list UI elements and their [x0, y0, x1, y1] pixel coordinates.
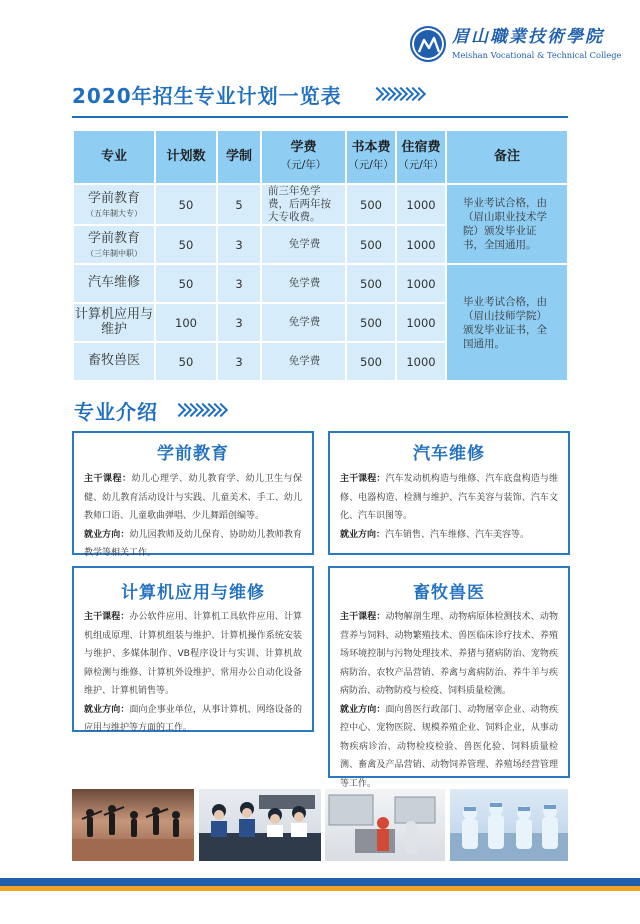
note-cell: 毕业考试合格，由（眉山技师学院）颁发毕业证书，全国通用。 — [446, 264, 568, 381]
footer-stripe-blue — [0, 878, 640, 886]
col-plan: 计划数 — [155, 130, 217, 184]
career-label: 就业方向： — [84, 704, 130, 715]
card-title: 畜牧兽医 — [413, 583, 485, 603]
school-name-en: Meishan Vocational & Technical College — [452, 49, 622, 60]
books-cell: 500 — [346, 225, 396, 264]
plan-table — [72, 129, 569, 382]
table-row — [73, 184, 568, 225]
career-label: 就业方向： — [340, 704, 386, 715]
chevrons-icon — [174, 401, 222, 419]
career-text: 汽车销售、汽车维修、汽车美容等。 — [385, 529, 530, 540]
chevrons-icon — [372, 85, 420, 103]
years-cell: 3 — [217, 303, 261, 342]
tuition-cell: 免学费 — [261, 264, 346, 303]
card-body — [330, 470, 568, 544]
core-label: 主干课程： — [84, 474, 132, 484]
tuition-cell: 前三年免学费，后两年按大专收费。 — [261, 184, 346, 225]
plan-cell: 50 — [155, 342, 217, 381]
intro-title: 专业介绍 — [74, 400, 158, 424]
core-label: 主干课程： — [340, 612, 386, 622]
core-text: 动物解剖生理、动物病原体检测技术、动物营养与饲料、动物繁殖技术、兽医临床诊疗技术、养殖场环境控制与污物处理技术、养猪与猪病防治、宠物疾病防治、农牧产品营销、养禽与禽病防治、养牛羊与疾病防治、动物防疫与检疫、饲料质量检测。 — [340, 612, 558, 696]
career-label: 就业方向： — [84, 529, 130, 540]
photo-vet-lab — [450, 789, 568, 861]
core-text: 幼儿心理学、幼儿教育学、幼儿卫生与保健、幼儿教育活动设计与实践、儿童美术、手工、幼儿教师口语、儿童歌曲弹唱、少儿舞蹈创编等。 — [84, 474, 302, 521]
dorm-cell: 1000 — [396, 303, 446, 342]
card-title: 学前教育 — [157, 444, 229, 464]
major-cell: 畜牧兽医 — [73, 342, 155, 381]
col-tuition: 学费 （元/年） — [261, 130, 346, 184]
books-cell: 500 — [346, 184, 396, 225]
note-cell: 毕业考试合格，由（眉山职业技术学院）颁发毕业证书，全国通用。 — [446, 184, 568, 264]
photo-computer-lab — [199, 789, 321, 861]
card-veterinary — [328, 566, 570, 789]
core-text: 办公软件应用、计算机工具软件应用、计算机组成原理、计算机组装与维护、计算机操作系统安装与维护、多媒体制作、VB程序设计与实训、计算机故障检测与维修、计算机外设维护、常用办公自动化设备维护、计算机销售等。 — [84, 612, 302, 696]
core-label: 主干课程： — [340, 474, 386, 484]
col-dorm: 住宿费 （元/年） — [396, 130, 446, 184]
table-row — [73, 264, 568, 303]
school-seal-icon — [410, 26, 446, 62]
plan-cell: 50 — [155, 225, 217, 264]
years-cell: 3 — [217, 225, 261, 264]
card-auto-repair — [328, 431, 570, 555]
card-title: 计算机应用与维修 — [121, 583, 265, 603]
years-cell: 3 — [217, 264, 261, 303]
core-text: 汽车发动机构造与维修、汽车底盘构造与维修、电器构造、检测与维护、汽车美容与装饰、汽车文化、汽车识图等。 — [340, 474, 558, 521]
photo-auto-workshop — [325, 789, 445, 861]
major-cell: 计算机应用与维护 — [73, 303, 155, 342]
plan-cell: 50 — [155, 264, 217, 303]
years-cell: 3 — [217, 342, 261, 381]
books-cell: 500 — [346, 303, 396, 342]
school-logo — [410, 22, 632, 66]
col-books: 书本费 （元/年） — [346, 130, 396, 184]
photo-dance-class — [72, 789, 194, 861]
major-cell: 学前教育 （五年制大专） — [73, 184, 155, 225]
major-cell: 学前教育 （三年制中职） — [73, 225, 155, 264]
years-cell: 5 — [217, 184, 261, 225]
tuition-cell: 免学费 — [261, 303, 346, 342]
col-years: 学制 — [217, 130, 261, 184]
plan-title: 2020年招生专业计划一览表 — [72, 84, 342, 108]
major-cell: 汽车维修 — [73, 264, 155, 303]
col-note: 备注 — [446, 130, 568, 184]
card-computer — [72, 566, 314, 732]
books-cell: 500 — [346, 342, 396, 381]
school-name-cn: 眉山職業技術學院 — [452, 26, 604, 47]
footer-stripe-orange — [0, 886, 640, 891]
table-header-row — [73, 130, 568, 184]
title-rule — [72, 116, 568, 118]
career-text: 面向兽医行政部门、动物屠宰企业、动物疾控中心、宠物医院、规模养殖企业、饲料企业，从事动物疾病诊治、动物检疫检验、兽医化验、饲料质量检测、畜禽及产品营销、动物饲养管理、养殖场经营管理等工作。 — [340, 704, 558, 789]
dorm-cell: 1000 — [396, 225, 446, 264]
dorm-cell: 1000 — [396, 264, 446, 303]
plan-cell: 100 — [155, 303, 217, 342]
card-title: 汽车维修 — [413, 444, 485, 464]
card-body — [330, 608, 568, 793]
col-major: 专业 — [73, 130, 155, 184]
books-cell: 500 — [346, 264, 396, 303]
plan-cell: 50 — [155, 184, 217, 225]
career-text: 面向企事业单位，从事计算机、网络设备的应用与维护等方面的工作。 — [84, 704, 302, 733]
dorm-cell: 1000 — [396, 342, 446, 381]
career-text: 幼儿园教师及幼儿保育、协助幼儿教师教育教学等相关工作。 — [84, 529, 302, 558]
tuition-cell: 免学费 — [261, 342, 346, 381]
dorm-cell: 1000 — [396, 184, 446, 225]
card-body — [74, 470, 312, 563]
tuition-cell: 免学费 — [261, 225, 346, 264]
card-preschool — [72, 431, 314, 558]
career-label: 就业方向： — [340, 529, 386, 540]
card-body — [74, 608, 312, 738]
core-label: 主干课程： — [84, 612, 130, 622]
